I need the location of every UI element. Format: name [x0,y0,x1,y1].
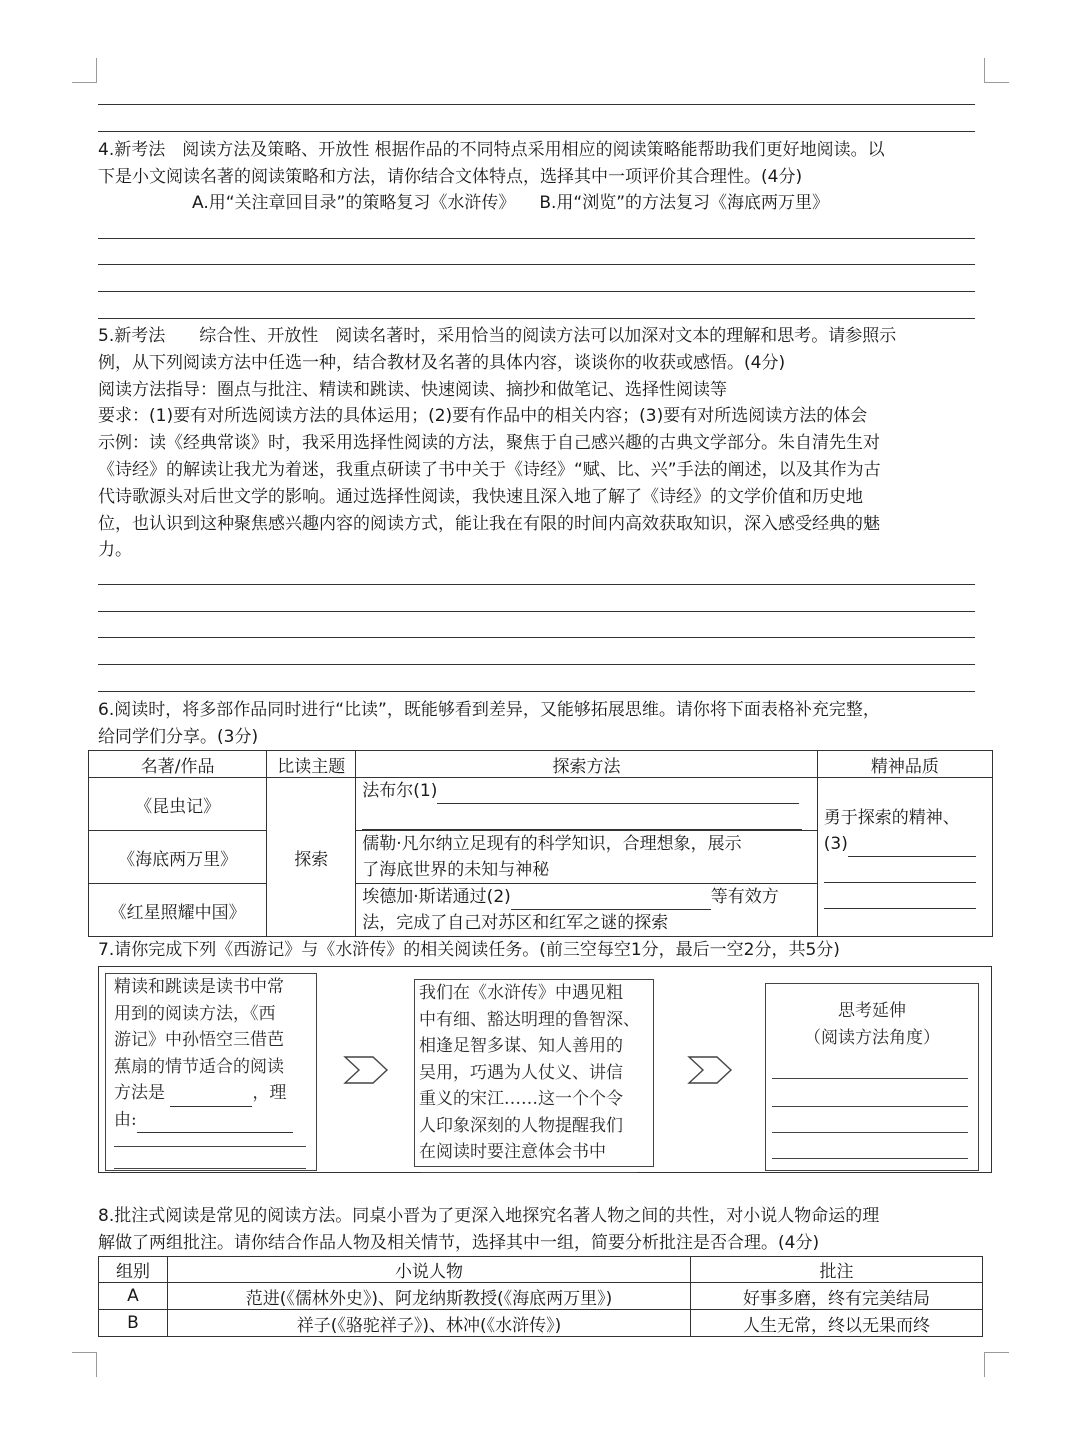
answer-line [98,104,975,105]
group-cell: B [99,1310,168,1337]
box1-fill-suffix: ，理 [252,1083,287,1103]
answer-line [98,584,975,585]
q5-example-line3: 代诗歌源头对后世文学的影响。通过选择性阅读，我快速且深入地了解了《诗经》的文学价值和历史地 [98,487,863,507]
answer-line [98,611,975,612]
box2-line: 中有细、豁达明理的鲁智深、 [419,1009,640,1030]
box3-title: 思考延伸 [838,1001,906,1021]
note-cell: 好事多磨，终有完美结局 [691,1283,983,1310]
q5-text-line2: 例，从下列阅读方法中任选一种，结合教材及名著的具体内容，谈谈你的收获或感悟。(4分) [98,353,786,373]
header-book: 名著/作品 [89,751,267,778]
method-1-label: 法布尔(1) [362,781,438,801]
q5-requirements: 要求：(1)要有对所选阅读方法的具体运用；(2)要有作品中的相关内容；(3)要有对所选阅读方法的体会 [98,406,868,426]
box2-line: 我们在《水浒传》中遇见粗 [419,983,623,1003]
q8-text-line2: 解做了两组批注。请你结合作品人物及相关情节，选择其中一组，简要分析批注是否合理。(4分) [98,1233,820,1253]
blank-3-label: (3) [823,834,848,854]
answer-line [98,291,975,292]
book-cell: 《海底两万里》 [89,831,267,884]
q7-blank-reason-line2[interactable] [114,1146,306,1147]
method-2-line2: 了海底世界的未知与神秘 [362,860,550,880]
box1-fill-label: 方法是 [114,1083,165,1103]
header-theme: 比读主题 [267,751,356,778]
box2-line: 在阅读时要注意体会书中 [419,1142,606,1162]
method-3-label: 埃德加·斯诺通过(2) [362,887,511,907]
q4-text-line1: 4.新考法 阅读方法及策略、开放性 根据作品的不同特点采用相应的阅读策略能帮助我们更好地阅读。以 [98,140,885,160]
header-note: 批注 [691,1257,983,1283]
q7-blank-character[interactable] [421,1172,637,1173]
box1-line: 用到的阅读方法，《西 [114,1003,276,1024]
table-header-row [99,1257,983,1283]
box2-line: 重义的宋江……这一个个令 [419,1089,623,1109]
crop-mark-bottom-right [984,1352,1009,1377]
q7-blank-reflection[interactable] [772,1132,968,1133]
method-2-line1: 儒勒·凡尔纳立足现有的科学知识，合理想象，展示 [362,834,742,854]
q5-text-line1: 5.新考法 综合性、开放性 阅读名著时，采用恰当的阅读方法可以加深对文本的理解和思考。请参照示 [98,326,897,346]
table-header-row [89,751,993,778]
header-group: 组别 [99,1257,168,1283]
q4-option-a: A.用“关注章回目录”的策略复习《水浒传》 [192,193,516,213]
blank-3-line2[interactable] [824,862,976,883]
answer-line [98,664,975,665]
arrow-chevron-icon [343,1055,389,1085]
q7-blank-reflection[interactable] [772,1078,968,1079]
q4-text-line2: 下是小文阅读名著的阅读策略和方法，请你结合文体特点，选择其中一项评价其合理性。(4分) [98,167,803,187]
box2-line: 人印象深刻的人物提醒我们 [419,1115,623,1136]
box3-subtitle: （阅读方法角度） [804,1027,940,1048]
q5-example-line1: 示例：读《经典常谈》时，我采用选择性阅读的方法，聚焦于自己感兴趣的古典文学部分。朱自清先生对 [98,433,880,453]
box1-line: 游记》中孙悟空三借芭 [114,1030,284,1050]
q7-task-frame [98,966,992,1173]
q7-box-xiyouji [105,973,317,1171]
q4-options [192,190,952,217]
answer-line [98,131,975,132]
box1-line: 精读和跳读是读书中常 [114,977,284,997]
q5-example-line2: 《诗经》的解读让我尤为着迷，我重点研读了书中关于《诗经》“赋、比、兴”手法的阐述，以及其作为古 [98,460,881,480]
header-spirit: 精神品质 [817,751,992,778]
theme-cell: 探索 [267,778,356,937]
group-cell: A [99,1283,168,1310]
spirit-text: 勇于探索的精神、 [823,808,960,828]
header-people: 小说人物 [168,1257,691,1283]
answer-line [98,264,975,265]
people-cell: 祥子(《骆驼祥子》)、林冲(《水浒传》) [168,1310,691,1337]
q6-text-line2: 给同学们分享。(3分) [98,727,259,747]
table-row [99,1310,983,1337]
method-cell-3 [356,884,818,937]
q7-blank-reflection[interactable] [772,1158,968,1159]
answer-line [98,318,975,319]
book-cell: 《红星照耀中国》 [89,884,267,937]
q5-example-line4: 位，也认识到这种聚焦感兴趣内容的阅读方式，能让我在有限的时间内高效获取知识，深入感受经典的魅 [98,514,880,534]
q5-guide: 阅读方法指导：圈点与批注、精读和跳读、快速阅读、摘抄和做笔记、选择性阅读等 [98,380,727,400]
table-row [89,778,993,831]
box2-line: 吴用，巧遇为人仗义、讲信 [419,1062,623,1083]
note-cell: 人生无常，终以无果而终 [691,1310,983,1337]
box1-reason-label: 由: [114,1109,137,1130]
q6-text-line1: 6.阅读时，将多部作品同时进行“比读”，既能够看到差异，又能够拓展思维。请你将下面表格补充完整， [98,700,880,720]
box2-line: 相逢足智多谋、知人善用的 [419,1036,623,1056]
box1-line: 蕉扇的情节适合的阅读 [114,1056,284,1077]
method-3-line2: 法，完成了自己对苏区和红军之谜的探索 [362,913,669,933]
q8-annotation-table [98,1256,983,1337]
answer-line [98,637,975,638]
answer-line [98,238,975,239]
answer-line [98,691,975,692]
q8-text-line1: 8.批注式阅读是常见的阅读方法。同桌小晋为了更深入地探究名著人物之间的共性，对小说人物命运的理 [98,1206,880,1226]
method-cell-1 [356,778,818,831]
spirit-cell [817,778,992,937]
q7-blank-reason-line3[interactable] [114,1168,306,1169]
people-cell: 范进(《儒林外史》)、阿龙纳斯教授(《海底两万里》) [168,1283,691,1310]
q7-title: 7.请你完成下列《西游记》与《水浒传》的相关阅读任务。(前三空每空1分，最后一空2分，共5分) [98,940,840,960]
table-row [99,1283,983,1310]
crop-mark-top-left [72,58,97,83]
q5-example-line5: 力。 [98,540,132,560]
header-method: 探索方法 [356,751,818,778]
q7-blank-reason[interactable] [137,1132,293,1133]
q6-comparison-table [88,750,993,937]
q7-box-shuihuzhuan [414,979,654,1167]
crop-mark-bottom-left [72,1352,97,1377]
crop-mark-top-right [984,58,1009,83]
book-cell: 《昆虫记》 [89,778,267,831]
q7-blank-reflection[interactable] [772,1106,968,1107]
q4-option-b: B.用“浏览”的方法复习《海底两万里》 [539,193,830,213]
arrow-chevron-icon [687,1055,733,1085]
blank-3-line3[interactable] [824,888,976,909]
blank-1-continued[interactable] [362,809,802,830]
method-cell-2 [356,831,818,884]
q7-box-reflection [765,983,979,1171]
method-3-suffix: 等有效方 [710,887,779,907]
